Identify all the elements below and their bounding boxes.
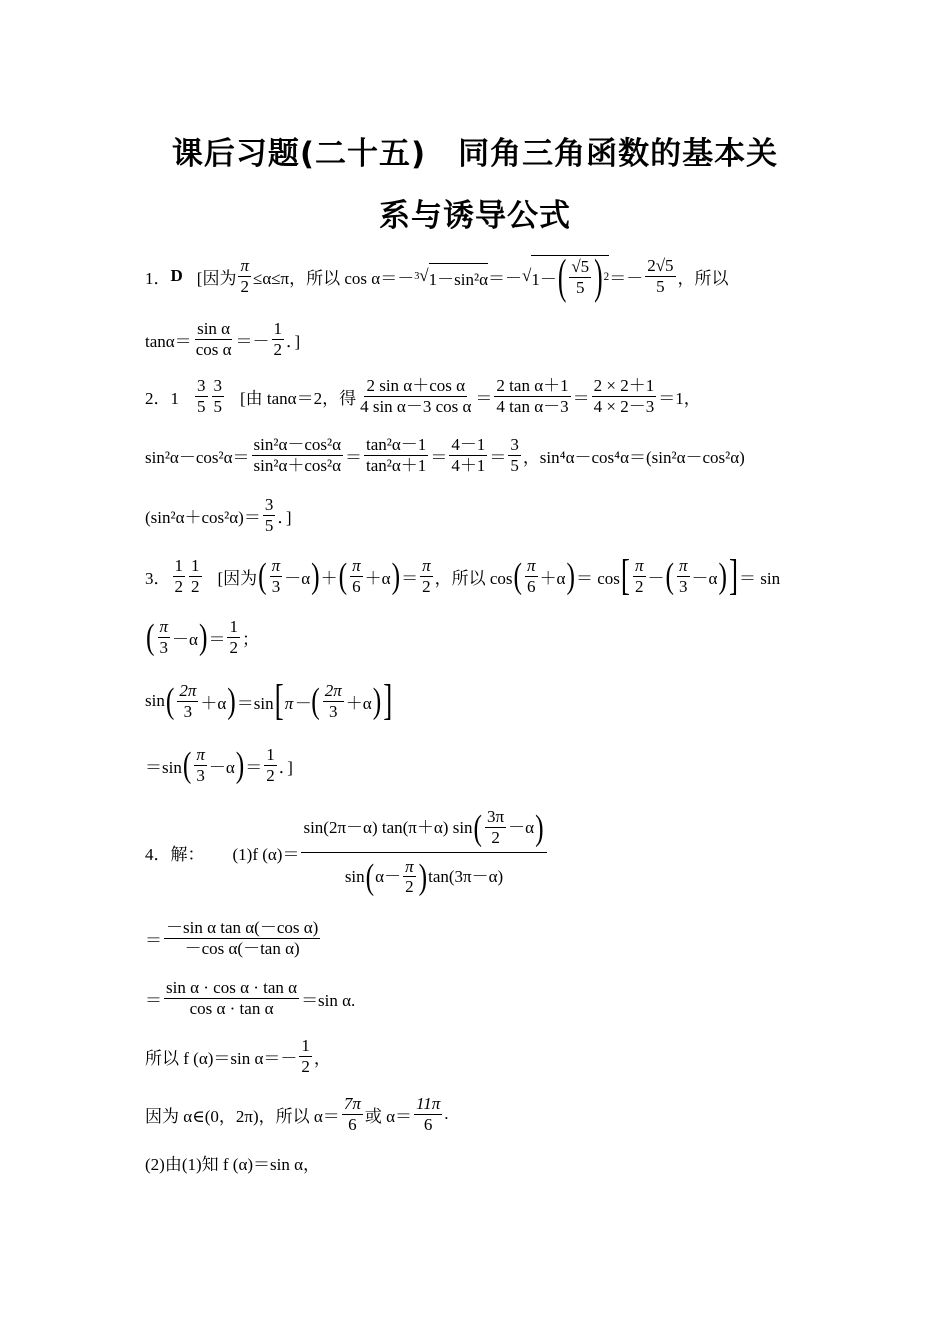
q3-intro: [因为 <box>217 568 258 588</box>
q1-end: ．] <box>286 331 301 351</box>
page-title-line-1: 课后习题(二十五) 同角三角函数的基本关 <box>171 136 779 172</box>
q4-line-5: 因为 α∈(0，2π)，所以 α＝ $\frac{7\pi}{6}$ 或 α＝ $\frac{11\pi}{6}$ . <box>145 1093 449 1134</box>
q3-line-4: ＝sin ( $\frac{\pi}{3}$ －α ) ＝ $\frac{1}{2}$ ．] <box>145 744 293 785</box>
q2-f2: $\frac{\text{2 tan α＋1}}{\text{4 tan α－3}}$ <box>496 375 569 416</box>
q4-s5-fraction-1: $\frac{7\pi}{6}$ <box>343 1093 361 1134</box>
q4-s4-fraction: $\frac{1}{2}$ <box>301 1035 310 1076</box>
q2-label: 2．1 <box>145 388 179 408</box>
q3-line-2: ( $\frac{\pi}{3}$ －α ) ＝ $\frac{1}{2}$ ； <box>146 616 259 657</box>
q1-result-fraction: $\frac{2√5}{5}$ <box>647 255 674 296</box>
q1-label: 1． <box>145 268 171 288</box>
q3-end: ．] <box>278 757 293 777</box>
q4-big-fraction: sin(2π－α) tan(π＋α) sin ( $\frac{3\pi}{2}$ －α ) sin ( α－ $\frac{\pi}{2}$ ) tan(3π－α) <box>301 807 546 896</box>
q2-l3-lead: (sin²α＋cos²α)＝ <box>145 507 261 527</box>
q2-end: ．] <box>277 507 292 527</box>
q2-g2: $\frac{\text{tan²α－1}}{\text{tan²α＋1}}$ <box>366 434 427 475</box>
q3-line-3: sin ( $\frac{2\pi}{3}$ ＋α ) ＝sin [ π－ ( $\frac{2\pi}{3}$ ＋α ) ] <box>145 676 393 725</box>
q2-line-1: 2．1 $\frac{3}{5}$ $\frac{3}{5}$ [由 tanα＝2，得 $\frac{\text{2 sin α＋cos α}}{\text{4 sin α－3 cos α}}$ ＝ $\frac{\text{2 tan α＋1}}{\text{4 tan α－3}}$ ＝ $\frac{2 \times 2+1}{4 \times 2-3}$ ＝1， <box>145 375 701 416</box>
q3-line-1: 3． $\frac{1}{2}$ $\frac{1}{2}$ [因为 ( $\frac{\pi}{3}$ －α ) ＋ ( $\frac{\pi}{6}$ ＋α ) ＝ $\frac{\pi}{2}$ ，所以 cos ( $\frac{\pi}{6}$ ＋α ) ＝ cos [ $\frac{\pi}{2}$ － ( $\frac{\pi}{3}$ －α ) ] ＝ sin <box>145 551 781 600</box>
q2-eq-one: ＝1， <box>658 388 701 408</box>
page-title-line-2: 系与诱导公式 <box>379 198 571 234</box>
q1-line-2 <box>145 316 300 362</box>
q2-intro: [由 tanα＝2，得 <box>240 388 357 408</box>
q2-line-3 <box>145 492 292 538</box>
q3-label: 3． <box>145 568 171 588</box>
q4-s3-fraction: $\frac{\text{sin α · cos α · tan α}}{\text{cos α · tan α}}$ <box>166 977 298 1018</box>
q2-f1: $\frac{\text{2 sin α＋cos α}}{\text{4 sin α－3 cos α}}$ <box>360 375 472 416</box>
q1-intro: [因为 <box>196 268 237 288</box>
q2-l2-tail: ，sin⁴α－cos⁴α＝(sin²α－cos²α) <box>522 447 745 467</box>
q4-line-3: ＝ $\frac{\text{sin α · cos α · tan α}}{\text{cos α · tan α}}$ ＝sin α. <box>145 977 356 1018</box>
q2-g3: $\frac{4-1}{4+1}$ <box>451 434 486 475</box>
q1-root-expression: 1－ ( $\frac{√5}{5}$ ) 2 <box>531 248 610 305</box>
q2-l2-lead: sin²α－cos²α＝ <box>145 447 250 467</box>
q3-half: $\frac{1}{2}$ <box>229 616 238 657</box>
q2-g1: $\frac{\text{sin²α－cos²α}}{\text{sin²α＋cos²α}}$ <box>253 434 342 475</box>
q2-l3-fraction: $\frac{3}{5}$ <box>264 494 274 535</box>
q1-tan-eq: ＝－ <box>235 331 270 351</box>
q2-f3: $\frac{2 \times 2+1}{4 \times 2-3}$ <box>593 375 655 416</box>
q1-cond-fraction: $\frac{\pi}{2}$ <box>240 255 249 296</box>
q1-tan-fraction: $\frac{\text{sin α}}{\text{cos α}}$ <box>195 318 232 359</box>
q1-answer: D <box>170 266 183 285</box>
q1-line-1: 1． D [因为 $\frac{\pi}{2}$ ≤α≤π，所以 cos α＝－ 3 √ 1－sin²α ＝－ √ 1－ ( $\frac{√5}{5}$ ) 2 ＝－ $\frac{2√5}{5}$ ，所以 <box>145 248 729 305</box>
q4-line-1 <box>145 800 549 904</box>
q4-label: 4．解： <box>145 844 205 864</box>
q3-answer-b: $\frac{1}{2}$ <box>191 555 200 596</box>
q4-s5-fraction-2: $\frac{11\pi}{6}$ <box>416 1093 441 1134</box>
q2-line-2: sin²α－cos²α＝ $\frac{\text{sin²α－cos²α}}{\text{sin²α＋cos²α}}$ ＝ $\frac{\text{tan²α－1}}{\text{tan²α＋1}}$ ＝ $\frac{4-1}{4+1}$ ＝ $\frac{3}{5}$ ，sin⁴α－cos⁴α＝(sin²α－cos²α) <box>145 434 745 475</box>
q3-answer-a: $\frac{1}{2}$ <box>174 555 183 596</box>
q4-part1: (1)f (α)＝ <box>232 844 300 864</box>
q1-tan-result: $\frac{1}{2}$ <box>273 318 283 359</box>
q1-tan-lead: tanα＝ <box>145 331 192 351</box>
q4-line-4: 所以 f (α)＝sin α＝－ $\frac{1}{2}$ ， <box>145 1035 331 1076</box>
q4-s2-fraction: $\frac{\text{－sin α tan α(－cos α)}}{\text{－cos α(－tan α)}}$ <box>166 917 319 958</box>
q1-cond-tail: ≤α≤π，所以 cos α＝－ <box>252 268 415 288</box>
q2-answer-a: $\frac{3}{5}$ <box>197 375 206 416</box>
q1-eq2: ＝－ <box>609 268 644 288</box>
q2-answer-b: $\frac{3}{5}$ <box>213 375 222 416</box>
q2-g4: $\frac{3}{5}$ <box>510 434 519 475</box>
q1-so: ，所以 <box>677 268 729 288</box>
q4-line-2: ＝ $\frac{\text{－sin α tan α(－cos α)}}{\text{－cos α(－tan α)}}$ <box>145 917 319 958</box>
q1-eq-minus: ＝－ <box>487 268 522 288</box>
q3-so-cos: ，所以 cos <box>434 568 513 588</box>
q1-root-index: 3 <box>414 270 420 282</box>
q4-line-6: (2)由(1)知 f (α)＝sin α， <box>145 1154 321 1174</box>
q1-root-body: 1－sin²α <box>429 263 488 290</box>
